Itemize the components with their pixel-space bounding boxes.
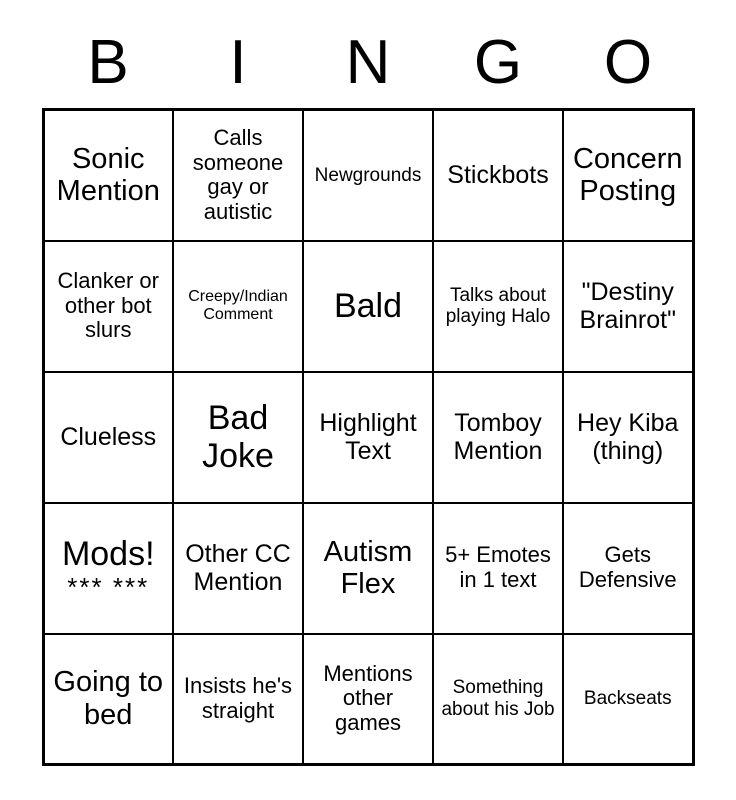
- bingo-cell-label: Mentions other games: [323, 660, 413, 736]
- bingo-cell-label: Other CC Mention: [185, 540, 291, 596]
- bingo-cell[interactable]: [43, 372, 173, 503]
- bingo-cell[interactable]: [173, 241, 303, 372]
- bingo-cell-label: Gets Defensive: [578, 542, 677, 592]
- bingo-row: [43, 241, 693, 372]
- bingo-cell-label: "Destiny Brainrot": [579, 278, 676, 334]
- bingo-cell[interactable]: [173, 372, 303, 503]
- bingo-cell-label: Concern Posting: [572, 142, 683, 208]
- bingo-cell-label: Clueless: [60, 423, 157, 451]
- bingo-cell[interactable]: [303, 503, 433, 634]
- bingo-cell[interactable]: [563, 110, 693, 241]
- bingo-cell-label: Calls someone gay or autistic: [192, 125, 284, 224]
- title-letter-n: N: [345, 28, 391, 97]
- bingo-cell[interactable]: [303, 372, 433, 503]
- bingo-cell[interactable]: [43, 241, 173, 372]
- bingo-row: [43, 634, 693, 765]
- bingo-cell-label: Creepy/Indian Comment: [188, 288, 288, 323]
- bingo-cell-label: Bad Joke: [202, 398, 274, 475]
- bingo-cell-label: Clanker or other bot slurs: [57, 268, 159, 343]
- title-letter-i: I: [229, 28, 247, 97]
- bingo-cell-censored-text: *** ***: [67, 571, 150, 602]
- bingo-cell-label: Stickbots: [447, 161, 549, 190]
- bingo-cell[interactable]: [433, 110, 563, 241]
- bingo-cell[interactable]: [303, 634, 433, 765]
- bingo-cell-label: Going to bed: [53, 666, 164, 731]
- bingo-cell-label: Backseats: [583, 688, 672, 710]
- bingo-cell-label: Mods!: [61, 534, 155, 573]
- bingo-row: [43, 372, 693, 503]
- bingo-cell-label: Something about his Job: [441, 677, 555, 720]
- bingo-cell[interactable]: [303, 241, 433, 372]
- bingo-grid: [42, 108, 695, 766]
- bingo-cell-label: Insists he's straight: [183, 673, 293, 723]
- bingo-cell[interactable]: [173, 634, 303, 765]
- bingo-cell[interactable]: [433, 372, 563, 503]
- bingo-cell[interactable]: [433, 503, 563, 634]
- bingo-cell[interactable]: [563, 241, 693, 372]
- bingo-cell[interactable]: [43, 634, 173, 765]
- bingo-cell-label: Newgrounds: [314, 164, 422, 186]
- bingo-cell-label: 5+ Emotes in 1 text: [445, 542, 551, 592]
- bingo-cell-label: Sonic Mention: [56, 142, 160, 208]
- title-letter-g: G: [473, 28, 523, 97]
- bingo-cell[interactable]: [303, 110, 433, 241]
- title-letter-b: B: [87, 28, 129, 97]
- bingo-cell[interactable]: [563, 634, 693, 765]
- bingo-cell-label: Talks about playing Halo: [445, 284, 551, 327]
- bingo-cell[interactable]: [563, 503, 693, 634]
- bingo-cell[interactable]: [43, 110, 173, 241]
- bingo-cell[interactable]: [43, 503, 173, 634]
- bingo-cell[interactable]: [433, 241, 563, 372]
- bingo-row: [43, 503, 693, 634]
- bingo-cell[interactable]: [433, 634, 563, 765]
- bingo-cell-label: Highlight Text: [319, 409, 417, 465]
- bingo-cell-label: Tomboy Mention: [453, 409, 543, 465]
- bingo-cell[interactable]: [173, 503, 303, 634]
- bingo-row: [43, 110, 693, 241]
- bingo-cell[interactable]: [173, 110, 303, 241]
- bingo-cell-label: Autism Flex: [323, 535, 413, 600]
- bingo-cell[interactable]: [563, 372, 693, 503]
- title-letter-o: O: [603, 28, 653, 97]
- bingo-title: [43, 0, 693, 98]
- bingo-cell-label: Hey Kiba (thing): [577, 409, 679, 465]
- bingo-cell-label: Bald: [333, 286, 403, 325]
